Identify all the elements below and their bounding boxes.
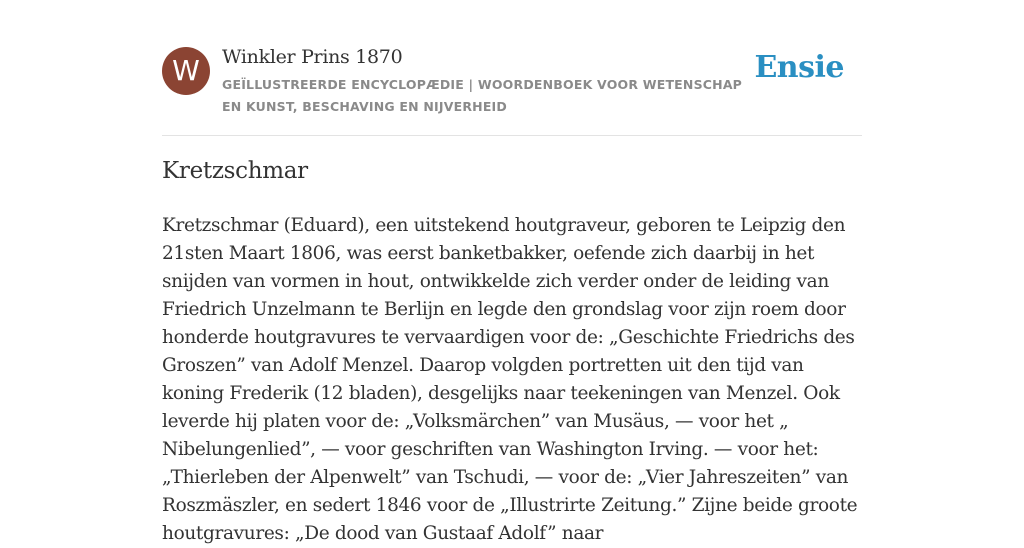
entry-title: Kretzschmar — [162, 158, 308, 184]
source-title[interactable]: Winkler Prins 1870 — [222, 46, 403, 68]
source-subtitle: GEÏLLUSTREERDE ENCYCLOPÆDIE | WOORDENBOEK VOOR WETENSCHAP EN KUNST, BESCHAVING EN NIJVERHEID — [222, 77, 743, 114]
ensie-logo[interactable]: Ensie — [754, 50, 844, 85]
source-avatar[interactable]: W — [162, 47, 210, 95]
source-header — [162, 0, 862, 136]
entry-body: Kretzschmar (Eduard), een uitstekend houtgraveur, geboren te Leipzig den 21sten Maart 1806, was eerst banketbakker, oefende zich daarbij in het snijden van vormen in hout, ontwikkelde zich verder onder de leiding van Friedrich Unzelmann te Berlijn en legde den grondslag voor zijn roem door honderde houtgravures te vervaardigen voor de: „Geschichte Friedrichs des Groszen” van Adolf Menzel. Daarop volgden portretten uit den tijd van koning Frederik (12 bladen), desgelijks naar teekeningen van Menzel. Ook leverde hij platen voor de: „Volksmärchen” van Musäus, — voor het „ Nibelungenlied”, — voor geschriften van Washington Irving. — voor het: „Thierleben der Alpenwelt” van Tschudi, — voor de: „Vier Jahreszeiten” van Roszmäszler, en sedert 1846 voor de „Illustrirte Zeitung.” Zijne beide groote houtgravures: „De dood van Gustaaf Adolf” naar — [162, 215, 858, 544]
page-container — [162, 0, 862, 544]
